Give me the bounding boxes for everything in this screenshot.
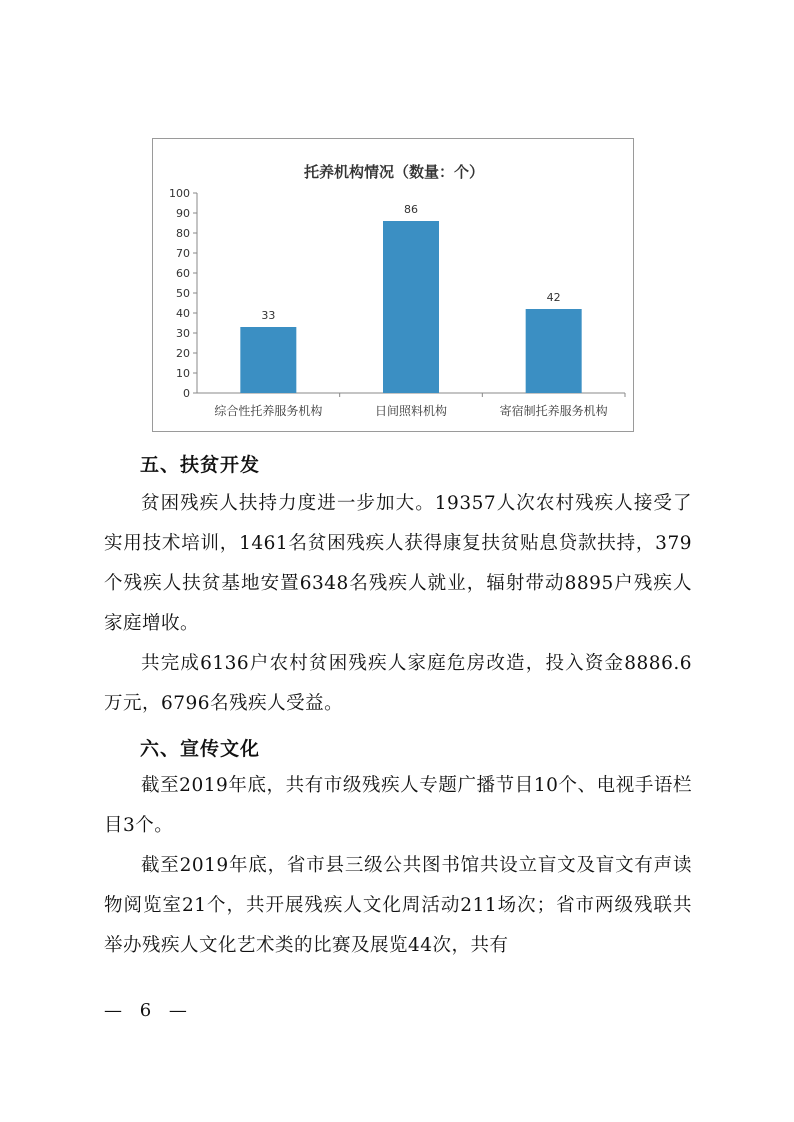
chart-title: 托养机构情况（数量：个） (303, 163, 485, 181)
paragraph: 截至2019年底，共有市级残疾人专题广播节目10个、电视手语栏目3个。 (104, 775, 692, 836)
paragraph: 共完成6136户农村贫困残疾人家庭危房改造，投入资金8886.6万元，6796名残疾人受益。 (104, 653, 692, 714)
y-tick-label: 100 (169, 187, 190, 200)
bar (526, 309, 582, 393)
page-number: — 6 — (104, 1000, 193, 1021)
paragraph: 贫困残疾人扶持力度进一步加大。19357人次农村残疾人接受了实用技术培训，1461名贫困残疾人获得康复扶贫贴息贷款扶持，379个残疾人扶贫基地安置6348名残疾人就业，辐射带动8895户残疾人家庭增收。 (104, 493, 692, 634)
bar (383, 221, 439, 393)
y-tick-label: 70 (176, 247, 190, 260)
y-tick-label: 30 (176, 327, 190, 340)
data-label: 33 (261, 309, 276, 322)
y-tick-label: 80 (176, 227, 190, 240)
data-label: 86 (404, 203, 418, 216)
y-tick-label: 50 (176, 287, 190, 300)
bar (240, 327, 296, 393)
data-label: 42 (546, 291, 561, 304)
y-tick-label: 60 (176, 267, 190, 280)
bars-group (240, 203, 581, 393)
x-tick-label: 寄宿制托养服务机构 (499, 404, 608, 418)
y-tick-label: 40 (176, 307, 190, 320)
paragraph: 截至2019年底，省市县三级公共图书馆共设立盲文及盲文有声读物阅览室21个，共开展残疾人文化周活动211场次；省市两级残联共举办残疾人文化艺术类的比赛及展览44次，共有 (104, 855, 692, 956)
x-tick-label: 综合性托养服务机构 (214, 404, 323, 418)
x-tick-label: 日间照料机构 (374, 404, 448, 418)
y-tick-label: 10 (176, 367, 190, 380)
bar-chart (153, 139, 635, 433)
y-tick-label: 20 (176, 347, 190, 360)
section-heading-culture: 六、宣传文化 (140, 738, 261, 760)
y-tick-label: 90 (176, 207, 190, 220)
y-tick-label: 0 (183, 387, 190, 400)
section-heading-poverty: 五、扶贫开发 (140, 454, 261, 476)
chart-container (152, 138, 634, 432)
